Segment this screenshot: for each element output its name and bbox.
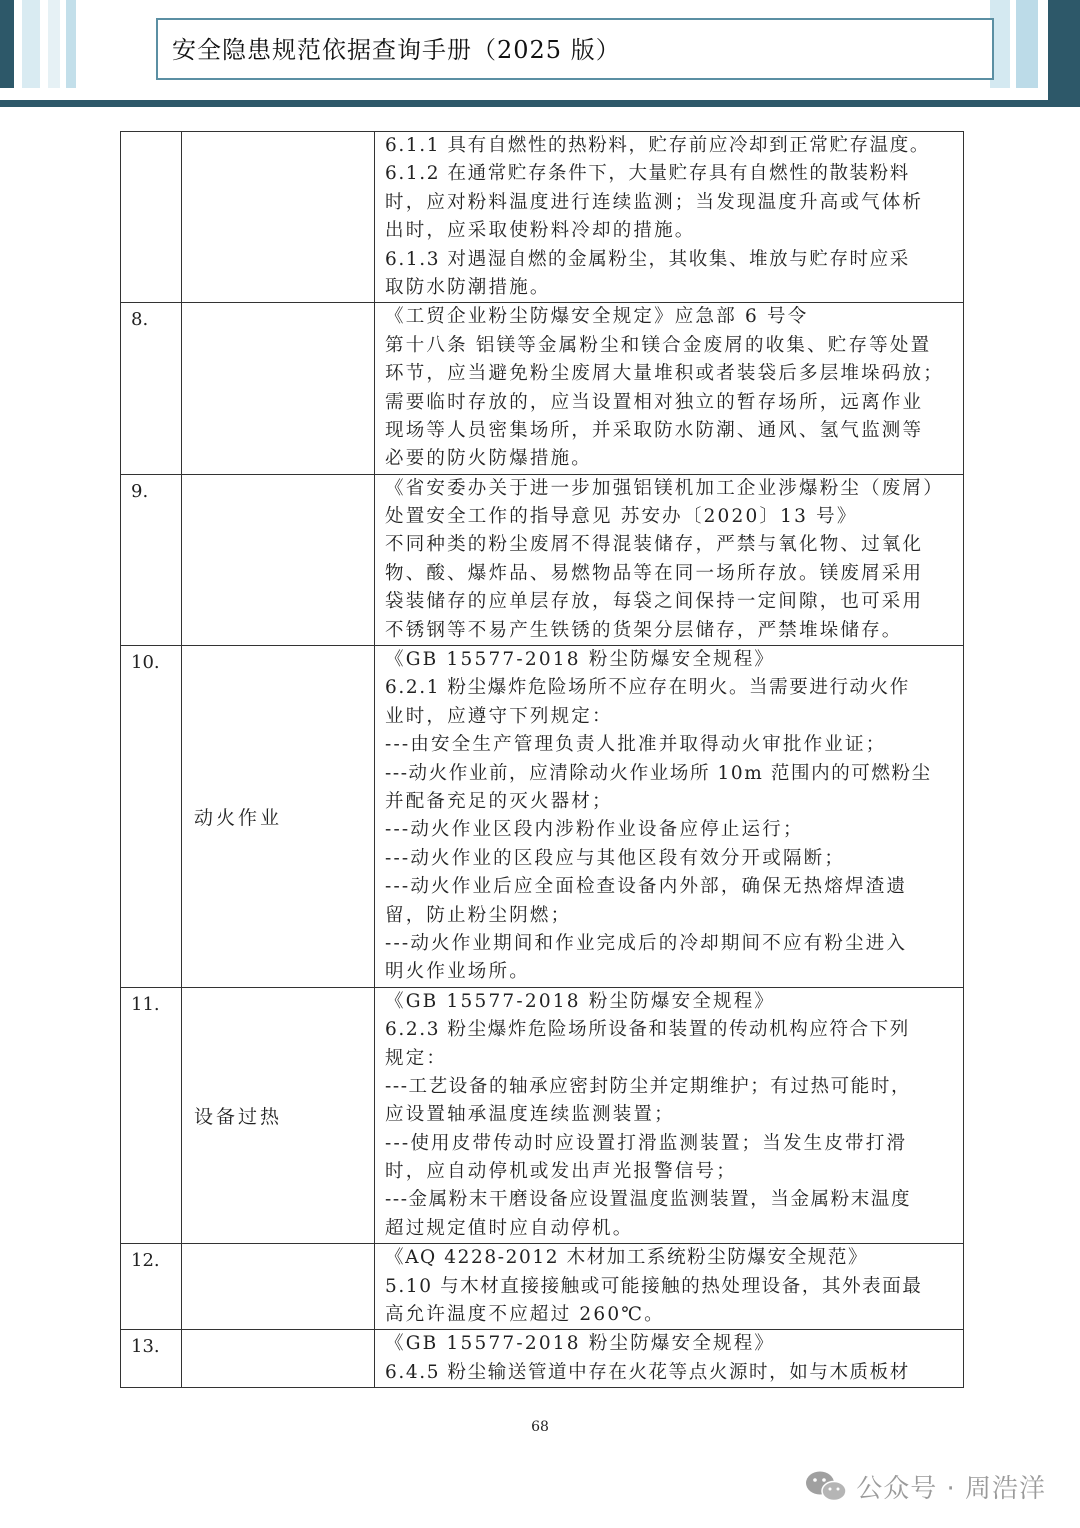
header-title-box [156, 18, 994, 80]
regulation-table [120, 131, 964, 1388]
content-line: 6.4.5 粉尘输送管道中存在火花等点火源时，如与木质板材 [385, 1361, 910, 1383]
content-line: 《GB 15577-2018 粉尘防爆安全规程》 [385, 1333, 776, 1355]
row-number: 13. [131, 1336, 160, 1358]
content-line: 必要的防火防爆措施。 [385, 448, 593, 470]
row-number-cell [121, 132, 182, 303]
category-label: 动火作业 [194, 806, 283, 829]
content-line: 留，防止粉尘阴燃； [385, 904, 572, 926]
content-line: 时，应自动停机或发出声光报警信号； [385, 1161, 737, 1183]
table-row [121, 474, 964, 645]
category-cell [182, 987, 375, 1244]
header-rule [0, 100, 1080, 107]
table-row [121, 1244, 964, 1330]
document-title: 安全隐患规范依据查询手册（2025 版） [172, 36, 621, 64]
category-cell [182, 1244, 375, 1330]
content-cell [375, 646, 964, 988]
category-cell [182, 474, 375, 645]
content-cell [375, 1244, 964, 1330]
content-line: ---工艺设备的轴承应密封防尘并定期维护；有过热可能时， [385, 1075, 912, 1097]
content-line: 6.1.3 对遇湿自燃的金属粉尘，其收集、堆放与贮存时应采 [385, 248, 910, 270]
content-line: 6.1.1 具有自燃性的热粉料，贮存前应冷却到正常贮存温度。 [385, 135, 930, 156]
content-line: 现场等人员密集场所，并采取防水防潮、通风、氢气监测等 [385, 419, 924, 441]
content-line: ---动火作业的区段应与其他区段有效分开或隔断； [385, 847, 846, 869]
wechat-icon [804, 1468, 848, 1504]
row-number: 9. [131, 480, 149, 502]
category-cell [182, 132, 375, 303]
content-line: 出时，应采取使粉料冷却的措施。 [385, 220, 696, 242]
content-line: ---动火作业区段内涉粉作业设备应停止运行； [385, 819, 804, 841]
content-line: 6.2.1 粉尘爆炸危险场所不应存在明火。当需要进行动火作 [385, 677, 910, 699]
header-bar [0, 0, 14, 88]
content-line: 不同种类的粉尘废屑不得混装储存，严禁与氧化物、过氧化 [385, 534, 924, 556]
content-line: 《GB 15577-2018 粉尘防爆安全规程》 [385, 649, 776, 671]
content-line: ---动火作业期间和作业完成后的冷却期间不应有粉尘进入 [385, 932, 908, 954]
category-cell [182, 646, 375, 988]
content-line: 《GB 15577-2018 粉尘防爆安全规程》 [385, 990, 776, 1012]
header-bar [66, 0, 76, 88]
content-line: 明火作业场所。 [385, 961, 530, 983]
category-label: 设备过热 [194, 1105, 283, 1128]
content-line: 环节，应当避免粉尘废屑大量堆积或者装袋后多层堆垛码放； [385, 363, 944, 385]
content-line: ---使用皮带传动时应设置打滑监测装置；当发生皮带打滑 [385, 1132, 908, 1154]
content-line: ---动火作业前，应清除动火作业场所 10m 范围内的可燃粉尘 [385, 762, 932, 784]
content-line: 《工贸企业粉尘防爆安全规定》应急部 6 号令 [385, 306, 809, 328]
content-line: 取防水防潮措施。 [385, 276, 551, 298]
row-number-cell [121, 1330, 182, 1388]
content-line: 5.10 与木材直接接触或可能接触的热处理设备，其外表面最 [385, 1275, 923, 1297]
content-line: 高允许温度不应超过 260℃。 [385, 1304, 665, 1326]
table-row [121, 303, 964, 474]
category-cell [182, 1330, 375, 1388]
content-line: 《AQ 4228-2012 木材加工系统粉尘防爆安全规范》 [385, 1247, 869, 1269]
row-number: 12. [131, 1250, 160, 1272]
row-number: 10. [131, 652, 160, 674]
content-line: 第十八条 铝镁等金属粉尘和镁合金废屑的收集、贮存等处置 [385, 334, 932, 356]
table-row [121, 132, 964, 303]
page-number: 68 [531, 1419, 549, 1435]
content-line: 《省安委办关于进一步加强铝镁机加工企业涉爆粉尘（废屑） [385, 477, 944, 499]
row-number-cell [121, 303, 182, 474]
content-line: 物、酸、爆炸品、易燃物品等在同一场所存放。镁废屑采用 [385, 562, 924, 584]
content-cell [375, 987, 964, 1244]
table-row [121, 987, 964, 1244]
regulation-table-body [121, 132, 964, 1388]
content-line: 处置安全工作的指导意见 苏安办〔2020〕13 号》 [385, 506, 858, 528]
content-line: 时，应对粉料温度进行连续监测；当发现温度升高或气体析 [385, 191, 924, 213]
content-cell [375, 474, 964, 645]
row-number-cell [121, 987, 182, 1244]
content-line: 业时，应遵守下列规定： [385, 705, 613, 727]
table-row [121, 1330, 964, 1388]
row-number-cell [121, 474, 182, 645]
header-bar [1048, 0, 1080, 100]
content-line: 应设置轴承温度连续监测装置； [385, 1104, 675, 1126]
content-line: 6.1.2 在通常贮存条件下，大量贮存具有自燃性的散装粉料 [385, 163, 910, 185]
content-cell [375, 1330, 964, 1388]
content-cell [375, 303, 964, 474]
table-row [121, 646, 964, 988]
content-cell [375, 132, 964, 303]
watermark-text: 公众号 · 周浩洋 [856, 1473, 1046, 1504]
header-bar [1016, 0, 1038, 88]
content-line: 袋装储存的应单层存放，每袋之间保持一定间隙，也可采用 [385, 591, 924, 613]
content-line: ---金属粉末干磨设备应设置温度监测装置，当金属粉末温度 [385, 1189, 912, 1211]
header-bar [22, 0, 40, 88]
row-number-cell [121, 646, 182, 988]
content-line: 6.2.3 粉尘爆炸危险场所设备和装置的传动机构应符合下列 [385, 1019, 910, 1041]
row-number: 11. [131, 993, 160, 1015]
row-number: 8. [131, 309, 149, 331]
content-line: ---由安全生产管理负责人批准并取得动火审批作业证； [385, 734, 887, 756]
content-line: 不锈钢等不易产生铁锈的货架分层储存，严禁堆垛储存。 [385, 619, 903, 641]
content-line: ---动火作业后应全面检查设备内外部，确保无热熔焊渣遗 [385, 876, 908, 898]
watermark [804, 1468, 1046, 1504]
header-bar [48, 0, 60, 88]
content-line: 规定： [385, 1047, 448, 1069]
row-number [121, 132, 181, 138]
content-line: 并配备充足的灭火器材； [385, 790, 613, 812]
category-cell [182, 303, 375, 474]
content-line: 超过规定值时应自动停机。 [385, 1217, 634, 1239]
row-number-cell [121, 1244, 182, 1330]
content-line: 需要临时存放的，应当设置相对独立的暂存场所，远离作业 [385, 391, 924, 413]
